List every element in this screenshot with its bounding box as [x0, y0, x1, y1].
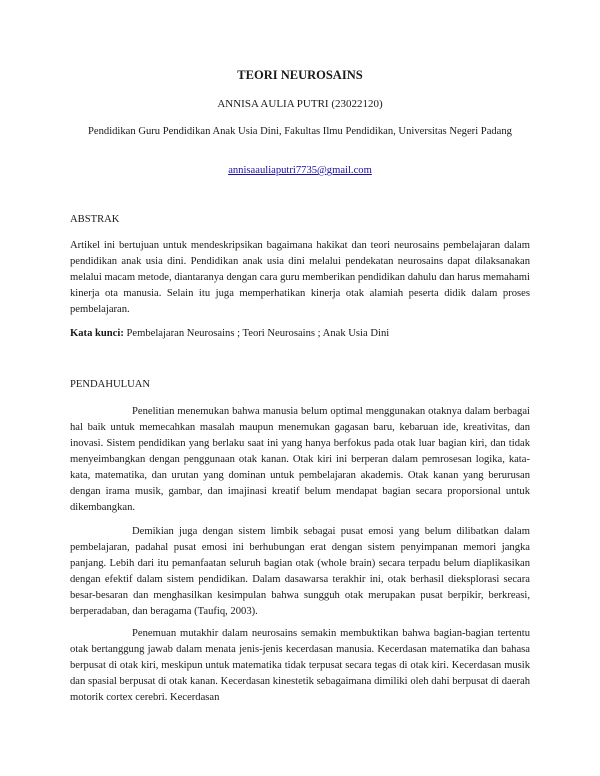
intro-paragraph-3: Penemuan mutakhir dalam neurosains semakin membuktikan bahwa bagian-bagian tertentu otak bertanggung jawab dalam menata jenis-jenis kecerdasan manusia. Kecerdasan matematika dan bahasa berpusat di otak kiri, meskipun untuk matematika tidak terpusat secara tegas di otak kiri. Kecerdasan musik dan spasial berpusat di otak kanan. Kecerdasan kinestetik sebagaimana dimiliki oleh dahi berpusat di daerah motorik cortex cerebri. Kecerdasan [70, 628, 530, 703]
email-line [0, 165, 600, 176]
keywords-label: Kata kunci: [70, 328, 124, 339]
abstract-text: Artikel ini bertujuan untuk mendeskripsikan bagaimana hakikat dan teori neurosains pembelajaran dalam pendidikan anak usia dini. Pendidikan anak usia dini melalui pendekatan neurosains dapat dilaksanakan melalui macam metode, diantaranya dengan cara guru memberikan pendidikan dahulu dan harus memahami kinerja ota manusia. Selain itu juga memperhatikan kinerja otak alamiah peserta didik dalam proses pembelajaran. [70, 240, 530, 315]
intro-heading: PENDAHULUAN [70, 379, 151, 390]
keywords-line [70, 326, 530, 342]
affiliation: Pendidikan Guru Pendidikan Anak Usia Dini, Fakultas Ilmu Pendidikan, Universitas Negeri Padang [88, 126, 512, 137]
keywords-text: Pembelajaran Neurosains ; Teori Neurosains ; Anak Usia Dini [123, 328, 390, 339]
author-line: ANNISA AULIA PUTRI (23022120) [217, 98, 383, 110]
intro-paragraph-2: Demikian juga dengan sistem limbik sebagai pusat emosi yang belum dilibatkan dalam pembelajaran, padahal pusat emosi ini berhubungan erat dengan sistem penyimpanan memori jangka panjang. Lebih dari itu pemanfaatan seluruh bagian otak (whole brain) secara terpadu belum diaplikasikan dengan efektif dalam sistem pendidikan. Dalam dasawarsa terakhir ini, otak berhasil dieksplorasi secara besar-besaran dan menghasilkan kesimpulan bahwa sungguh otak merupakan pusat berpikir, berkreasi, berperadaban, dan beragama (Taufiq, 2003). [70, 526, 530, 617]
email-link[interactable]: annisaauliaputri7735@gmail.com [228, 165, 372, 176]
paper-title: TEORI NEUROSAINS [237, 68, 363, 82]
abstract-heading: ABSTRAK [70, 214, 120, 225]
intro-paragraph-1: Penelitian menemukan bahwa manusia belum optimal menggunakan otaknya dalam berbagai hal baik untuk memecahkan masalah maupun menemukan gagasan baru, kebaruan ide, kreativitas, dan inovasi. Sistem pendidikan yang berlaku saat ini yang hanya berfokus pada otak luar bagian kiri, dan tidak menyeimbangkan dengan penggunaan otak kanan. Otak kiri ini berperan dalam pemrosesan logika, kata-kata, matematika, dan urutan yang dominan untuk pembelajaran akademis. Otak kanan yang berurusan dengan irama musik, gambar, dan imajinasi kreatif belum mendapat bagian secara proporsional untuk dikembangkan. [70, 406, 530, 513]
